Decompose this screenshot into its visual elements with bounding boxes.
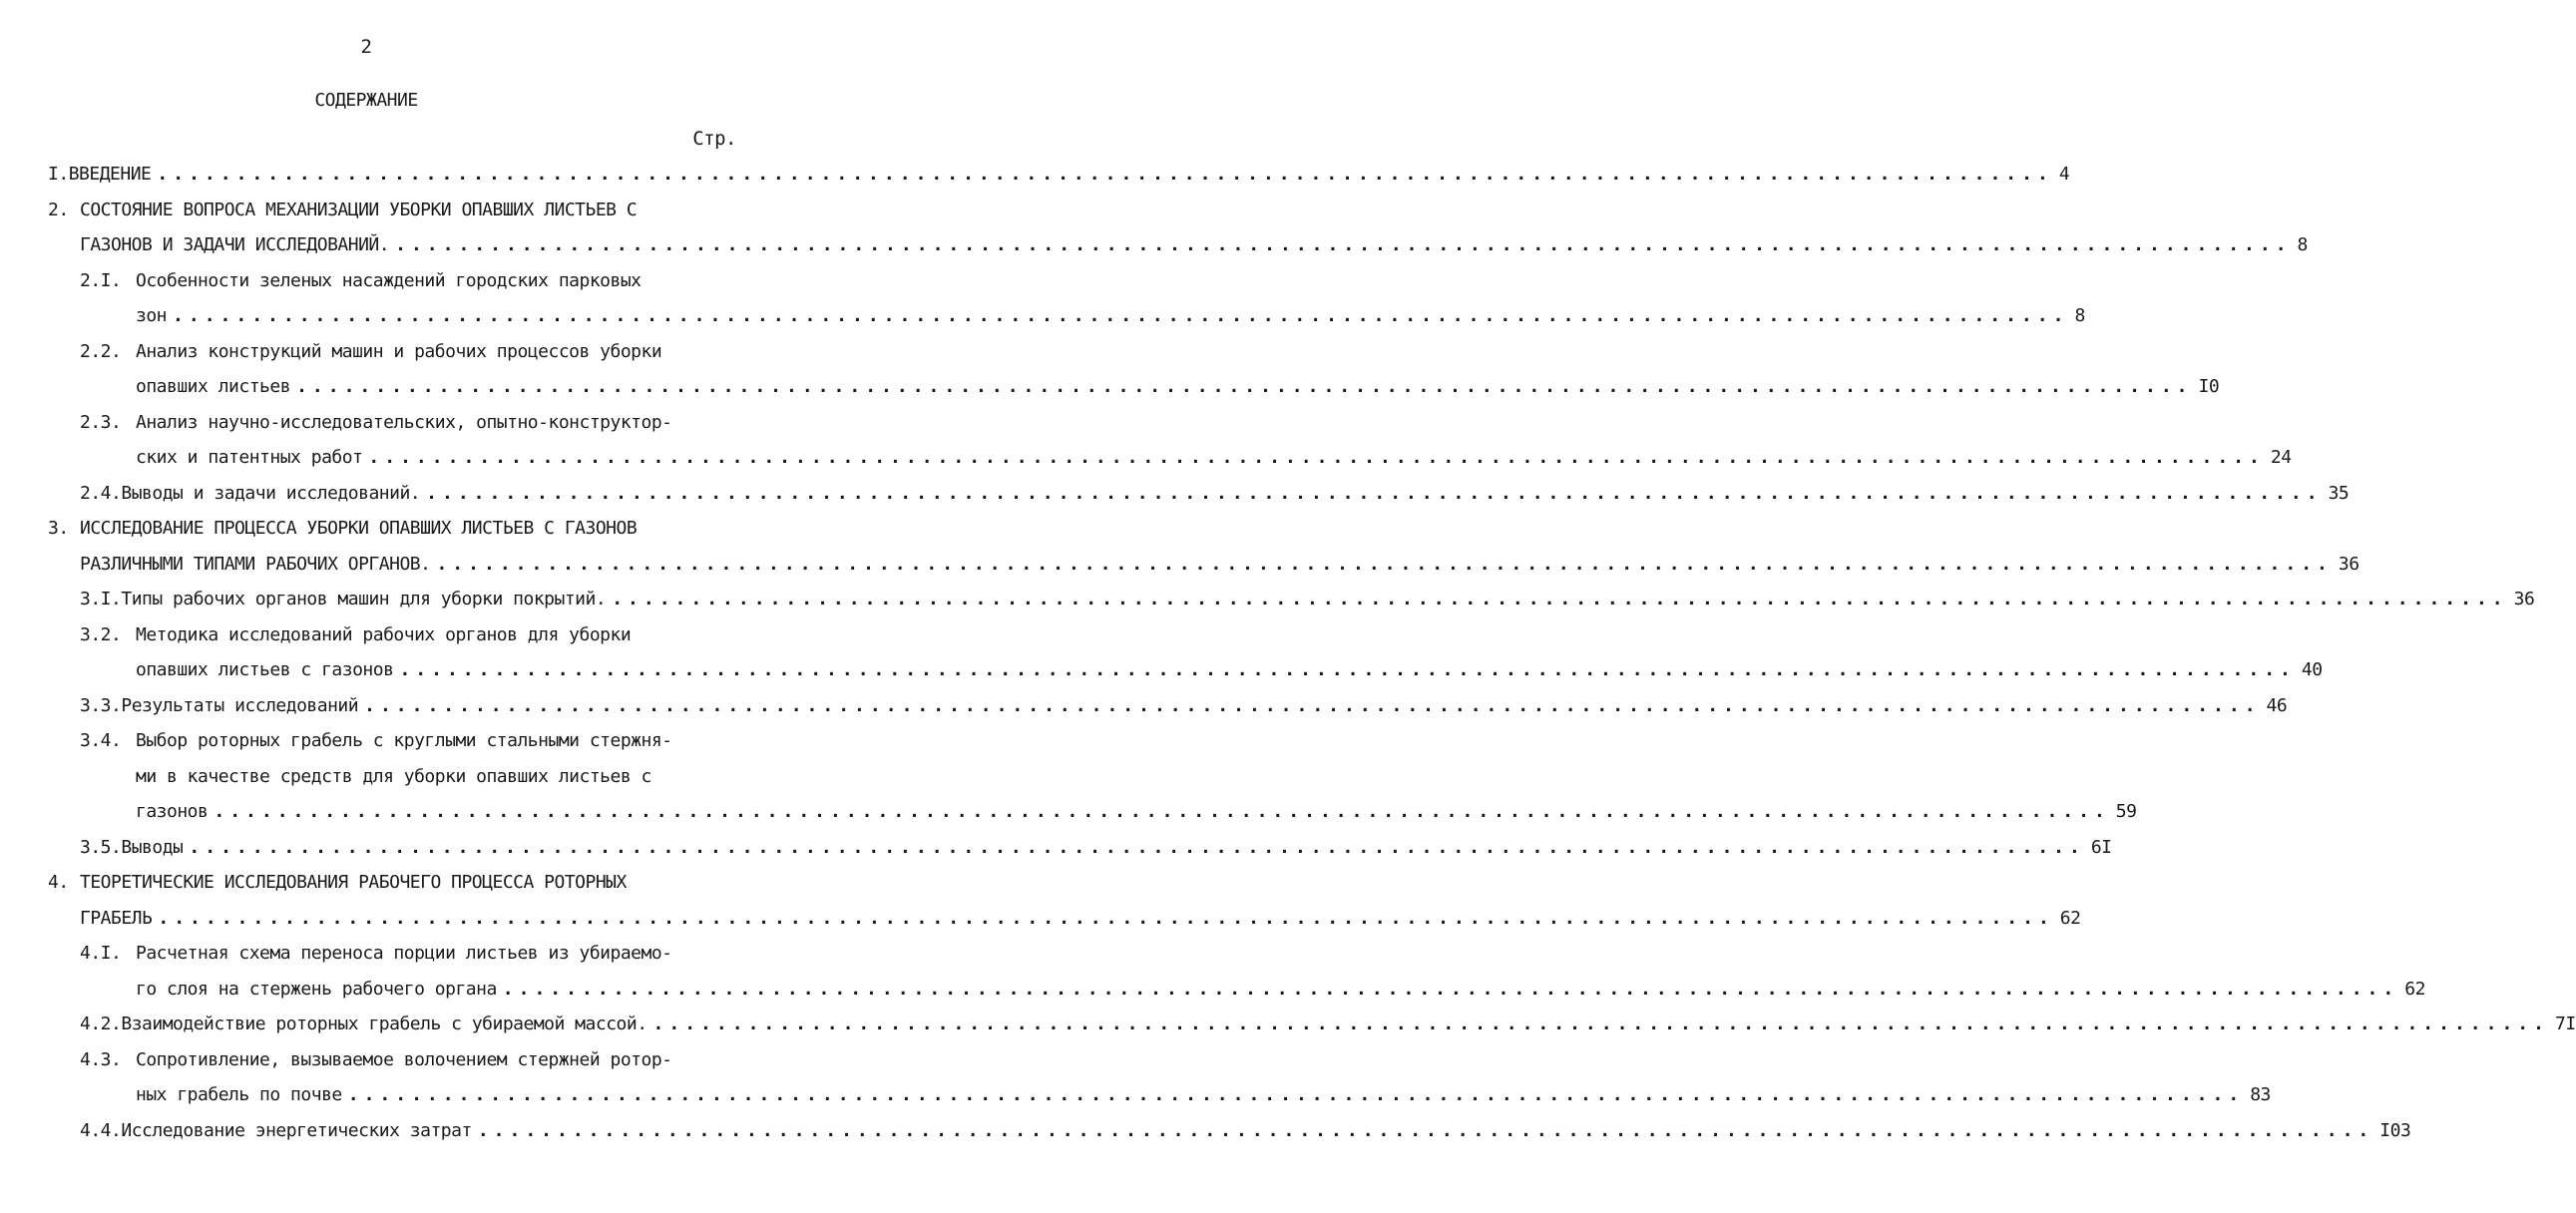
toc-entry-text: Типы рабочих органов машин для уборки покрытий. <box>121 589 607 609</box>
toc-entry-line <box>80 622 736 648</box>
toc-entry-line <box>136 303 2085 329</box>
dot-leader: ........................................................................................................................ <box>426 482 2323 504</box>
toc-entry-text: Анализ научно-исследовательских, опытно-конструктор- <box>136 411 672 433</box>
toc-entry-page: 8 <box>2297 234 2308 255</box>
dot-leader: ........................................................................................................................ <box>395 234 2292 255</box>
toc-entry-number: 4.2. <box>80 1013 122 1034</box>
toc-title: СОДЕРЖАНИЕ <box>314 90 418 111</box>
toc-entry-line <box>136 764 736 790</box>
toc-entry-page: 7I <box>2554 1013 2576 1034</box>
toc-entry-page: 83 <box>2250 1084 2271 1105</box>
toc-entry-text: Методика исследований рабочих органов для уборки <box>136 623 632 645</box>
toc-entry-number: 4.4. <box>80 1119 122 1141</box>
page-column-header: Стр. <box>692 128 736 150</box>
dot-leader: ........................................................................................................................ <box>173 305 2069 326</box>
toc-entry-number: 4.I. <box>80 943 122 964</box>
toc-entry-line <box>80 232 2308 258</box>
toc-entry-line <box>80 481 2350 507</box>
toc-entry-line <box>136 374 2220 400</box>
dot-leader: ........................................................................................................................ <box>296 376 2193 397</box>
dot-leader: ........................................................................................................................ <box>189 836 2085 858</box>
toc-entry-line <box>80 552 2360 578</box>
toc-entry-text: Выводы и задачи исследований. <box>121 482 421 504</box>
toc-entry-line <box>136 1082 2271 1108</box>
toc-entry-number: I. <box>48 164 69 185</box>
toc-entry-number: 3.I. <box>80 589 122 609</box>
dot-leader: ........................................................................................................................ <box>652 1013 2549 1034</box>
toc-entry-page: 36 <box>2513 589 2535 609</box>
toc-entry-number: 4. <box>48 872 69 893</box>
dot-leader: ........................................................................................................................ <box>158 907 2054 929</box>
toc-entry-text: зон <box>136 305 168 326</box>
toc-entry-text: опавших листьев <box>136 376 291 397</box>
toc-entry-line <box>80 906 2081 932</box>
toc-entry-line <box>80 1047 736 1073</box>
toc-entry-page: 62 <box>2404 978 2425 1000</box>
toc-entry-line <box>80 1118 2411 1144</box>
toc-entry-page: 4 <box>2058 164 2070 185</box>
toc-entry-text: Особенности зеленых насаждений городских парковых <box>136 269 642 291</box>
toc-entry-text: опавших листьев с газонов <box>136 659 394 680</box>
toc-entry-text: Выводы <box>121 836 184 858</box>
toc-entry-page: 59 <box>2115 801 2137 822</box>
toc-entry-page: 40 <box>2301 659 2323 680</box>
toc-entry-number: 3.3. <box>80 694 122 716</box>
toc-entry-line <box>136 657 2323 683</box>
dot-leader: ........................................................................................................................ <box>157 164 2053 185</box>
toc-entry-number: 3.5. <box>80 836 122 858</box>
toc-entry-number: 2.2. <box>80 340 122 362</box>
toc-entry-line <box>80 728 736 754</box>
toc-entry-text: Анализ конструкций машин и рабочих процессов уборки <box>136 340 662 362</box>
toc-entry-number: 3. <box>48 518 69 539</box>
toc-entry-text: РАЗЛИЧНЫМИ ТИПАМИ РАБОЧИХ ОРГАНОВ. <box>80 553 431 575</box>
toc-entry-text: Исследование энергетических затрат <box>121 1119 472 1141</box>
toc-entry-text: ИССЛЕДОВАНИЕ ПРОЦЕССА УБОРКИ ОПАВШИХ ЛИСТЬЕВ С ГАЗОНОВ <box>80 518 638 539</box>
toc-entry-line <box>80 941 736 967</box>
toc-entry-page: I0 <box>2198 376 2220 397</box>
toc-entry-line <box>48 198 736 223</box>
dot-leader: ........................................................................................................................ <box>364 694 2261 716</box>
toc-entry-number: 2.3. <box>80 411 122 433</box>
toc-entry-text: ми в качестве средств для уборки опавших листьев с <box>136 765 651 787</box>
toc-entry-line <box>80 587 2535 612</box>
toc-entry-text: Взаимодействие роторных грабель с убираемой массой. <box>121 1013 647 1034</box>
dot-leader: ........................................................................................................................ <box>368 447 2265 468</box>
toc-entry-text: Выбор роторных грабель с круглыми стальными стержня- <box>136 730 672 751</box>
toc-entry-line <box>48 870 736 896</box>
dot-leader: ........................................................................................................................ <box>477 1119 2374 1141</box>
toc-entry-line <box>80 1011 2576 1037</box>
toc-entry-number: 2. <box>48 199 69 220</box>
toc-entry-text: ГРАБЕЛЬ <box>80 907 153 929</box>
toc-entry-page: 36 <box>2338 553 2360 575</box>
toc-entry-number: 3.2. <box>80 623 122 645</box>
toc-entry-page: 8 <box>2074 305 2085 326</box>
dot-leader: ........................................................................................................................ <box>612 589 2508 609</box>
toc-entry-page: 24 <box>2270 447 2292 468</box>
dot-leader: ........................................................................................................................ <box>436 553 2333 575</box>
toc-entry-text: го слоя на стержень рабочего органа <box>136 978 497 1000</box>
toc-entry-text: газонов <box>136 801 209 822</box>
page-number: 2 <box>360 36 372 58</box>
toc-entry-page: 46 <box>2266 694 2288 716</box>
toc-entry-line <box>136 445 2292 471</box>
toc-entry-page: 35 <box>2328 482 2350 504</box>
toc-entry-number: 2.4. <box>80 482 122 504</box>
toc-entry-line <box>80 268 736 294</box>
toc-entry-number: 4.3. <box>80 1048 122 1070</box>
toc-entry-line <box>80 835 2112 861</box>
toc-entry-number: 3.4. <box>80 730 122 751</box>
dot-leader: ........................................................................................................................ <box>399 659 2296 680</box>
toc-entry-line <box>48 162 2070 188</box>
toc-entry-text: ВВЕДЕНИЕ <box>68 164 152 185</box>
toc-entry-line <box>136 977 2425 1003</box>
toc-entry-text: СОСТОЯНИЕ ВОПРОСА МЕХАНИЗАЦИИ УБОРКИ ОПАВШИХ ЛИСТЬЕВ С <box>80 199 638 220</box>
toc-entry-text: ских и патентных работ <box>136 447 363 468</box>
toc-entry-text: ных грабель по почве <box>136 1084 342 1105</box>
toc-entry-page: I03 <box>2379 1119 2411 1141</box>
toc-entry-text: Результаты исследований <box>121 694 359 716</box>
toc-entry-line <box>80 410 736 436</box>
dot-leader: ........................................................................................................................ <box>502 978 2399 1000</box>
toc-entry-line <box>80 693 2288 719</box>
dot-leader: ........................................................................................................................ <box>347 1084 2245 1105</box>
dot-leader: ........................................................................................................................ <box>214 801 2110 822</box>
toc-entry-page: 6I <box>2090 836 2112 858</box>
toc-entry-line <box>80 339 736 365</box>
toc-entry-text: ТЕОРЕТИЧЕСКИЕ ИССЛЕДОВАНИЯ РАБОЧЕГО ПРОЦЕССА РОТОРНЫХ <box>80 872 627 893</box>
toc-entry-text: Расчетная схема переноса порции листьев из убираемо- <box>136 943 672 964</box>
toc-entry-text: Сопротивление, вызываемое волочением стержней ротор- <box>136 1048 672 1070</box>
toc-entry-line <box>48 516 736 542</box>
toc-entry-line <box>136 799 2137 825</box>
toc-entry-page: 62 <box>2059 907 2081 929</box>
toc-entry-text: ГАЗОНОВ И ЗАДАЧИ ИССЛЕДОВАНИЙ. <box>80 234 390 255</box>
toc-entry-number: 2.I. <box>80 269 122 291</box>
